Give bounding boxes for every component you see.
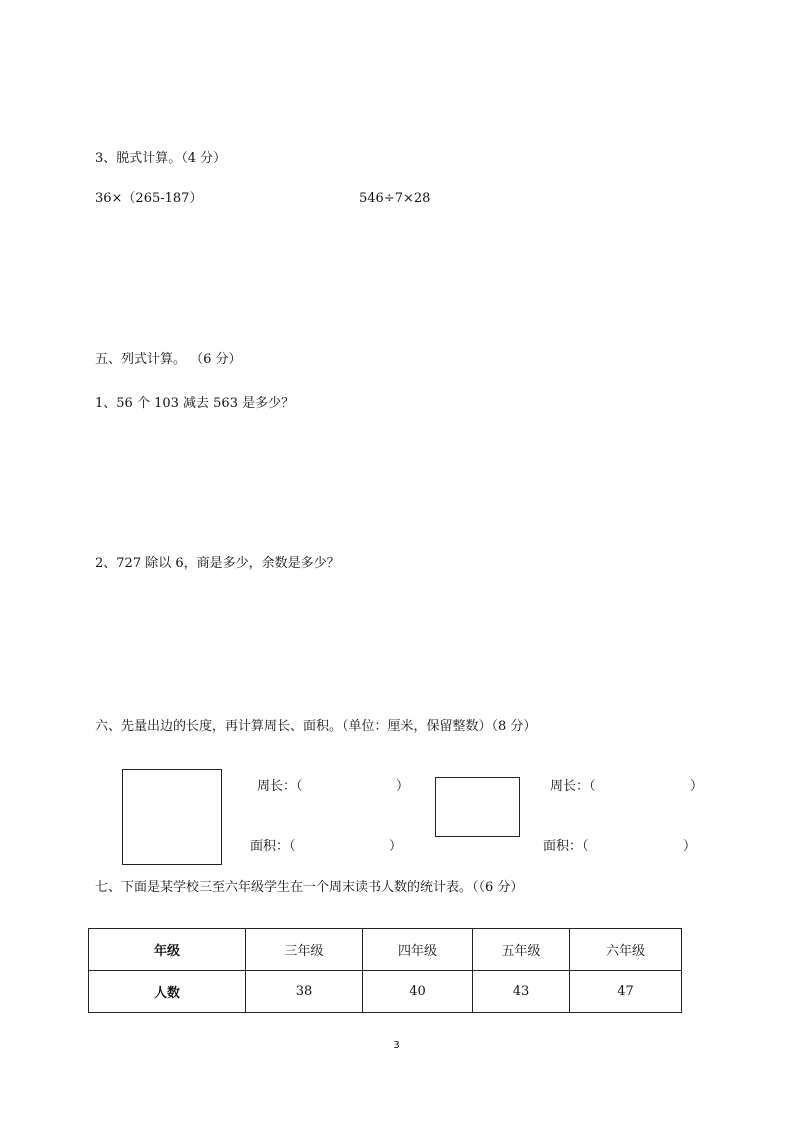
section-5-question-2: 2、727 除以 6，商是多少，余数是多少？: [95, 556, 340, 571]
table-cell-grade: 三年级: [246, 929, 363, 971]
table-row: [89, 971, 682, 1013]
figure-2-perimeter-label: 周长：（: [550, 779, 596, 794]
section-6-title: 六、先量出边的长度，再计算周长、面积。（单位：厘米，保留整数）（8 分）: [95, 719, 537, 734]
section-5-title: 五、列式计算。 （6 分）: [95, 352, 242, 367]
table-header-count: 人数: [89, 971, 246, 1013]
table-cell-count: 40: [363, 971, 473, 1013]
table-cell-count: 47: [570, 971, 682, 1013]
figure-2-area-close: ）: [683, 839, 697, 854]
rectangle-figure: [435, 777, 520, 837]
section-7-title: 七、下面是某学校三至六年级学生在一个周末读书人数的统计表。（（6 分）: [95, 880, 524, 895]
square-figure: [122, 769, 222, 865]
table-cell-grade: 五年级: [473, 929, 570, 971]
table-row: [89, 929, 682, 971]
figure-1-area-close: ）: [389, 839, 403, 854]
table-cell-count: 43: [473, 971, 570, 1013]
q3-title: 3、脱式计算。（4 分）: [95, 151, 227, 166]
figure-1-perimeter-label: 周长：（: [257, 779, 303, 794]
q3-expression-1: 36×（265-187）: [95, 191, 203, 206]
q3-expression-2: 546÷7×28: [359, 191, 431, 206]
table-header-grade: 年级: [89, 929, 246, 971]
page-number: 3: [393, 1040, 400, 1051]
table-cell-grade: 六年级: [570, 929, 682, 971]
figure-2-area-label: 面积：（: [543, 839, 589, 854]
reading-stats-table: [88, 928, 682, 1013]
table-cell-grade: 四年级: [363, 929, 473, 971]
table-cell-count: 38: [246, 971, 363, 1013]
section-5-question-1: 1、56 个 103 减去 563 是多少？: [95, 396, 295, 411]
figure-1-perimeter-close: ）: [396, 779, 410, 794]
figure-2-perimeter-close: ）: [690, 779, 704, 794]
figure-1-area-label: 面积：（: [250, 839, 296, 854]
